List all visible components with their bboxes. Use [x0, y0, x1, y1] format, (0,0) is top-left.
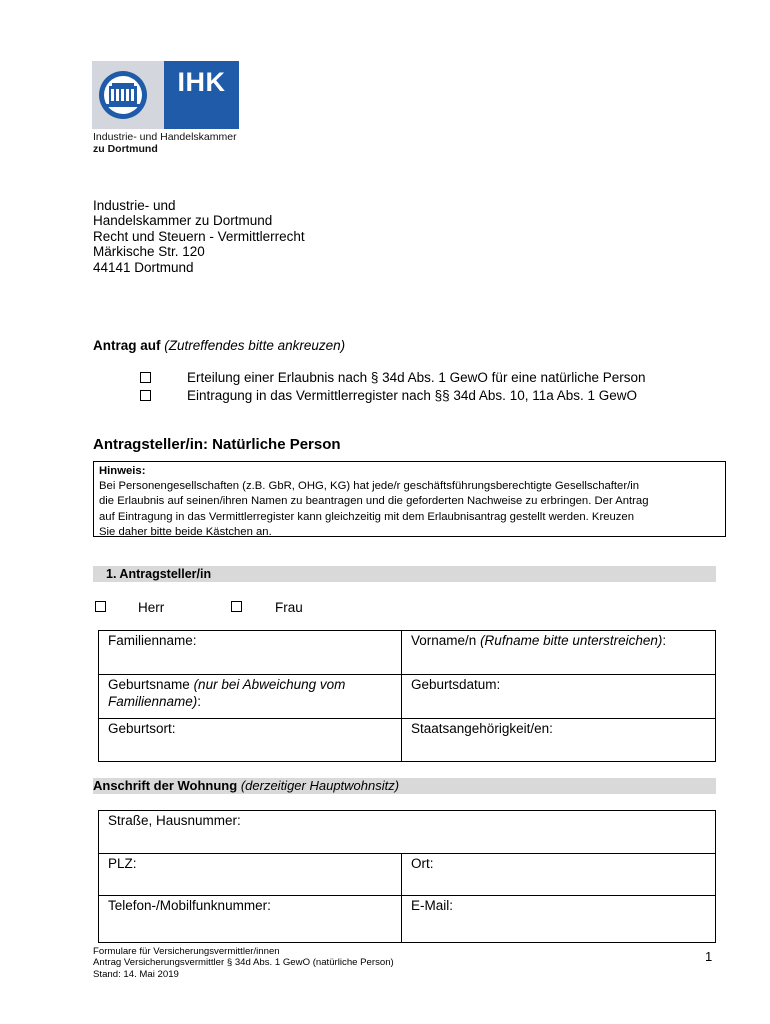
section-title: Antragsteller/in: Natürliche Person: [93, 436, 341, 453]
geburtsort-label: Geburtsort:: [108, 721, 176, 736]
address-section-title: Anschrift der Wohnung: [93, 778, 238, 793]
footer-line: Formulare für Versicherungsvermittler/innen: [93, 946, 280, 957]
telefon-label: Telefon-/Mobilfunknummer:: [108, 898, 271, 913]
address-section-header-bar: [93, 778, 716, 794]
geburtsname-hint: (nur bei Abweichung vom: [193, 677, 346, 692]
table-row: [99, 811, 715, 854]
page-number: 1: [705, 949, 713, 964]
footer-line: Antrag Versicherungsvermittler § 34d Abs. 1 GewO (natürliche Person): [93, 957, 394, 969]
gender-frau-label: Frau: [275, 600, 303, 615]
hinweis-line: Sie daher bitte beide Kästchen an.: [99, 525, 272, 538]
table-row: [99, 719, 715, 761]
footer-line: Stand: 14. Mai 2019: [93, 968, 179, 980]
antrag-hint: (Zutreffendes bitte ankreuzen): [164, 338, 346, 353]
geburtsname-label: Geburtsname: [108, 677, 190, 692]
ihk-logo: [92, 61, 239, 129]
vorname-hint: (Rufname bitte unterstreichen): [480, 633, 663, 648]
ihk-wordmark: IHK: [177, 66, 226, 97]
option-erlaubnis-checkbox[interactable]: [140, 372, 151, 383]
address-section-heading: [93, 778, 399, 794]
antrag-label: Antrag auf: [93, 338, 161, 353]
hinweis-box: [93, 461, 726, 537]
address-line: Industrie- und: [93, 198, 176, 213]
option-register-checkbox[interactable]: [140, 390, 151, 401]
logo-caption-line1: Industrie- und Handelskammer: [93, 131, 237, 143]
ort-label: Ort:: [411, 856, 434, 871]
part1-title: 1. Antragsteller/in: [106, 567, 212, 581]
building-icon: [92, 61, 164, 129]
familienname-label: Familienname:: [108, 633, 197, 648]
strasse-field[interactable]: [99, 811, 715, 853]
geburtsname-colon: :: [197, 694, 202, 709]
recipient-address: [93, 198, 305, 275]
geburtsname-hint: Familienname): [108, 694, 198, 709]
geburtsdatum-field[interactable]: [402, 675, 715, 718]
telefon-field[interactable]: [99, 896, 402, 942]
table-row: [99, 631, 715, 675]
email-field[interactable]: [402, 896, 715, 942]
gender-herr-label: Herr: [138, 600, 165, 615]
vorname-field[interactable]: [402, 631, 715, 674]
hinweis-title: Hinweis:: [99, 465, 146, 477]
strasse-label: Straße, Hausnummer:: [108, 813, 241, 828]
plz-field[interactable]: [99, 854, 402, 895]
part1-header-bar: [93, 566, 716, 582]
logo-caption-line2: zu Dortmund: [93, 143, 158, 155]
address-line: Recht und Steuern - Vermittlerrecht: [93, 228, 305, 244]
email-label: E-Mail:: [411, 898, 454, 913]
staatsangehoerigkeit-label: Staatsangehörigkeit/en:: [411, 721, 553, 736]
plz-label: PLZ:: [108, 856, 137, 871]
geburtsname-field[interactable]: [99, 675, 402, 718]
option-register-label: Eintragung in das Vermittlerregister nach §§ 34d Abs. 10, 11a Abs. 1 GewO: [187, 388, 638, 403]
table-row: [99, 896, 715, 942]
ihk-wordmark-panel: [164, 61, 239, 129]
table-row: [99, 675, 715, 719]
person-table: [98, 630, 716, 762]
address-section-hint: (derzeitiger Hauptwohnsitz): [240, 778, 400, 793]
vorname-colon: :: [662, 633, 667, 648]
antrag-heading: [93, 338, 345, 353]
geburtsort-field[interactable]: [99, 719, 402, 761]
hinweis-line: auf Eintragung in das Vermittlerregister kann gleichzeitig mit dem Erlaubnisantrag gestellt werden. Kreuzen: [99, 510, 635, 523]
staatsangehoerigkeit-field[interactable]: [402, 719, 715, 761]
table-row: [99, 854, 715, 896]
address-line: Märkische Str. 120: [93, 244, 205, 260]
address-line: 44141 Dortmund: [93, 259, 194, 275]
building-emblem: [92, 61, 164, 129]
hinweis-line: die Erlaubnis auf seinen/ihren Namen zu beantragen und die geforderten Nachweise zu erbringen. Der Antrag: [99, 495, 649, 508]
page-footer: [93, 946, 394, 980]
option-erlaubnis-label: Erteilung einer Erlaubnis nach § 34d Abs. 1 GewO für eine natürliche Person: [187, 370, 646, 385]
ort-field[interactable]: [402, 854, 715, 895]
vorname-label: Vorname/n: [411, 633, 477, 648]
familienname-field[interactable]: [99, 631, 402, 674]
gender-herr-checkbox[interactable]: [95, 601, 106, 612]
address-table: [98, 810, 716, 943]
hinweis-line: Bei Personengesellschaften (z.B. GbR, OHG, KG) hat jede/r geschäftsführungsberechtigte Gesellschafter/in: [99, 480, 640, 493]
address-line: Handelskammer zu Dortmund: [93, 213, 273, 229]
geburtsdatum-label: Geburtsdatum:: [411, 677, 501, 692]
gender-frau-checkbox[interactable]: [231, 601, 242, 612]
